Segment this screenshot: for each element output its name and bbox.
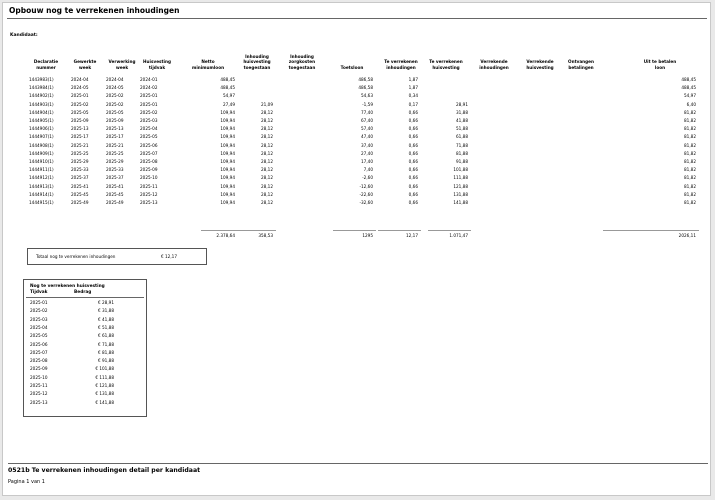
housing-amount: € 91,88 [98, 358, 114, 364]
table-cell: 1444909(1) [29, 150, 54, 156]
table-cell: 109,94 [220, 126, 235, 132]
table-cell: 2024-04 [106, 77, 124, 82]
table-cell: -22,60 [359, 191, 373, 197]
table-cell: 2025-17 [106, 134, 124, 140]
table-cell: 7,40 [363, 167, 373, 173]
table-cell: 2025-25 [106, 150, 124, 156]
table-cell: 2025-01 [140, 101, 158, 107]
table-cell: 1444902(1) [29, 93, 54, 99]
table-cell: 2025-49 [71, 200, 89, 205]
column-header [23, 59, 69, 70]
housing-period: 2025-11 [30, 383, 48, 388]
table-cell: 2024-05 [106, 85, 124, 91]
table-cell: 109,94 [220, 109, 235, 115]
housing-period: 2025-06 [30, 341, 48, 347]
table-cell: 81,82 [684, 150, 696, 156]
table-cell: 54,63 [361, 93, 373, 99]
column-header-line: Verrekende [526, 59, 554, 65]
table-cell: 2025-05 [140, 134, 158, 140]
housing-amount: € 141,88 [95, 399, 114, 405]
housing-amount: € 111,88 [95, 374, 114, 380]
housing-period: 2025-12 [30, 391, 48, 397]
table-cell: 1444912(1) [29, 175, 54, 181]
table-cell: 2025-17 [71, 134, 89, 140]
table-cell: 488,45 [220, 77, 235, 82]
table-cell: 488,45 [220, 85, 235, 91]
table-cell: 81,82 [684, 159, 696, 164]
table-cell: 81,82 [684, 200, 696, 205]
housing-amount: € 31,88 [98, 308, 114, 314]
table-cell: 109,94 [220, 200, 235, 205]
table-cell: 2025-11 [140, 183, 158, 189]
column-header [377, 59, 425, 70]
column-header-line: huisvesting [243, 59, 271, 65]
table-cell: 28,12 [261, 183, 273, 189]
table-cell: 81,88 [456, 150, 468, 156]
table-cell: 0,34 [408, 93, 418, 99]
totals-cell: 358,53 [258, 233, 273, 238]
table-cell: 2025-09 [140, 167, 158, 173]
table-cell: 0,66 [408, 134, 418, 140]
table-cell: 1444914(1) [29, 191, 54, 197]
table-cell: 109,94 [220, 118, 235, 123]
table-cell: 28,12 [261, 118, 273, 123]
housing-amount: € 51,88 [98, 324, 114, 330]
table-cell: 2025-13 [140, 200, 158, 205]
table-cell: 0,66 [408, 126, 418, 132]
kandidaat-label: Kandidaat: [10, 33, 38, 38]
table-cell: 28,12 [261, 150, 273, 156]
table-cell: 1444910(1) [29, 159, 54, 164]
column-header [67, 59, 103, 70]
table-cell: 54,97 [223, 93, 235, 99]
table-cell: 2025-49 [106, 200, 124, 205]
table-cell: 486,58 [358, 77, 373, 82]
table-cell: 41,88 [456, 118, 468, 123]
table-cell: 81,82 [684, 183, 696, 189]
table-cell: 2025-21 [71, 142, 89, 148]
footer-page-number: Pagina 1 van 1 [8, 479, 45, 485]
table-cell: 2025-02 [106, 93, 124, 99]
table-cell: 2025-09 [71, 118, 89, 123]
totals-rule [603, 230, 699, 231]
table-cell: 2025-03 [140, 118, 158, 123]
table-cell: -1,59 [362, 101, 373, 107]
table-cell: 2025-10 [140, 175, 158, 181]
totals-cell: 1.071,47 [449, 233, 468, 238]
table-cell: 81,82 [684, 167, 696, 173]
table-cell: 111,88 [453, 175, 468, 181]
housing-period: 2025-09 [30, 366, 48, 372]
totals-cell: 1295 [362, 233, 373, 238]
table-cell: 101,88 [453, 167, 468, 173]
table-cell: 109,94 [220, 191, 235, 197]
table-cell: 2024-01 [140, 77, 158, 82]
table-cell: 81,82 [684, 175, 696, 181]
table-cell: 1,87 [408, 85, 418, 91]
table-cell: 2025-21 [106, 142, 124, 148]
table-cell: 1444911(1) [29, 167, 54, 173]
column-header-line: nummer [36, 64, 56, 70]
housing-col-period: Tijdvak [30, 290, 48, 295]
table-cell: 28,12 [261, 175, 273, 181]
table-cell: 61,88 [456, 134, 468, 140]
table-cell: 0,17 [408, 101, 418, 107]
table-cell: 488,45 [681, 77, 696, 82]
column-header-line: Huisvesting [143, 59, 171, 65]
table-cell: 77,40 [361, 109, 373, 115]
table-cell: 1,87 [408, 77, 418, 82]
totals-cell: 12,17 [406, 233, 418, 238]
column-header-line: Toetsloon [340, 64, 364, 70]
totals-cell: 2026,11 [678, 233, 696, 238]
table-cell: 2025-05 [106, 109, 124, 115]
table-cell: 1444906(1) [29, 126, 54, 132]
table-cell: 2025-25 [71, 150, 89, 156]
column-header [136, 59, 178, 70]
column-header [184, 59, 232, 70]
column-header-line: betalingen [568, 64, 594, 70]
table-cell: 141,88 [453, 200, 468, 205]
housing-amount: € 81,88 [98, 349, 114, 355]
table-cell: 1444915(1) [29, 200, 54, 205]
table-cell: 51,88 [456, 126, 468, 132]
table-cell: 2024-05 [71, 85, 89, 91]
table-cell: 31,88 [456, 109, 468, 115]
totals-cell: 2.378,64 [216, 233, 235, 238]
table-cell: 2025-02 [140, 109, 158, 115]
summary-value: € 12,17 [161, 254, 177, 259]
totals-rule [428, 230, 471, 231]
column-header-line: Ontvangen [568, 59, 594, 65]
table-cell: 2025-29 [71, 159, 89, 164]
table-cell: 121,88 [453, 183, 468, 189]
table-cell: 28,91 [456, 101, 468, 107]
table-cell: 0,66 [408, 109, 418, 115]
table-cell: 109,94 [220, 167, 235, 173]
table-cell: 91,88 [456, 159, 468, 164]
column-header-line: zorgkosten [288, 59, 316, 65]
table-cell: 54,97 [684, 93, 696, 99]
totals-rule [378, 230, 421, 231]
column-header-line: Verwerking [108, 59, 136, 65]
table-cell: 28,12 [261, 200, 273, 205]
summary-box [27, 248, 207, 265]
table-cell: 2025-37 [106, 175, 124, 181]
table-cell: 2025-45 [106, 191, 124, 197]
table-cell: 2025-02 [71, 101, 89, 107]
report-page [2, 2, 711, 496]
table-cell: 81,82 [684, 126, 696, 132]
column-header [279, 54, 325, 70]
housing-amount: € 41,88 [98, 316, 114, 322]
table-cell: 2025-41 [106, 183, 124, 189]
column-header-line: huisvesting [526, 64, 554, 70]
footer-report-title: 0521b Te verrekenen inhoudingen detail per kandidaat [8, 467, 201, 474]
table-cell: 0,66 [408, 167, 418, 173]
housing-header-divider [26, 297, 144, 298]
column-header-line: Uit te betalen [643, 59, 677, 65]
housing-amount: € 71,88 [98, 341, 114, 347]
table-cell: 2025-09 [106, 118, 124, 123]
table-cell: 1444907(1) [29, 134, 54, 140]
column-header-line: huisvesting [432, 64, 460, 70]
table-cell: 28,12 [261, 191, 273, 197]
footer-divider [8, 463, 708, 464]
table-cell: 1444913(1) [29, 183, 54, 189]
table-cell: -12,60 [359, 183, 373, 189]
column-header [326, 65, 378, 70]
column-header [559, 59, 603, 70]
table-cell: -2,60 [362, 175, 373, 181]
table-cell: 2025-02 [106, 101, 124, 107]
housing-period: 2025-01 [30, 300, 48, 305]
table-cell: 109,94 [220, 183, 235, 189]
column-header-line: Netto [201, 59, 215, 65]
housing-period: 2025-05 [30, 333, 48, 339]
table-cell: 2024-02 [140, 85, 158, 91]
table-cell: 28,12 [261, 142, 273, 148]
column-header-line: Inhouding [245, 54, 269, 60]
table-cell: 2025-29 [106, 159, 124, 164]
table-cell: 0,66 [408, 200, 418, 205]
table-cell: 6,40 [686, 101, 696, 107]
table-cell: 0,66 [408, 159, 418, 164]
column-header-line: tijdvak [148, 64, 166, 70]
column-header-line: week [78, 64, 92, 70]
housing-period: 2025-13 [30, 399, 48, 405]
table-cell: 28,12 [261, 126, 273, 132]
table-cell: 2025-04 [140, 126, 158, 132]
table-cell: 81,82 [684, 109, 696, 115]
table-cell: 81,82 [684, 134, 696, 140]
report-title: Opbouw nog te verrekenen inhoudingen [9, 6, 180, 15]
table-cell: 21,09 [261, 101, 273, 107]
column-header-line: inhoudingen [479, 64, 509, 70]
table-cell: 1444908(1) [29, 142, 54, 148]
table-cell: 2025-05 [71, 109, 89, 115]
table-cell: 2025-06 [140, 142, 158, 148]
table-cell: 28,12 [261, 159, 273, 164]
totals-rule [233, 230, 276, 231]
table-cell: 17,40 [361, 159, 373, 164]
housing-amount: € 131,88 [95, 391, 114, 397]
table-cell: 131,88 [453, 191, 468, 197]
table-cell: 2025-13 [106, 126, 124, 132]
table-cell: 81,82 [684, 142, 696, 148]
table-cell: 2025-33 [71, 167, 89, 173]
housing-col-amount: Bedrag [74, 290, 92, 295]
table-cell: 1443983(1) [29, 77, 54, 82]
table-cell: 0,66 [408, 175, 418, 181]
housing-period: 2025-04 [30, 324, 48, 330]
housing-box [23, 279, 147, 417]
table-cell: 0,66 [408, 142, 418, 148]
column-header-line: week [115, 64, 129, 70]
table-cell: 2025-37 [71, 175, 89, 181]
column-header [619, 59, 701, 70]
housing-period: 2025-08 [30, 358, 48, 364]
table-cell: 109,94 [220, 134, 235, 140]
table-cell: 109,94 [220, 150, 235, 156]
table-cell: 0,66 [408, 183, 418, 189]
table-cell: 2025-08 [140, 159, 158, 164]
table-cell: 109,94 [220, 142, 235, 148]
column-header-line: inhoudingen [386, 64, 416, 70]
table-cell: -32,60 [359, 200, 373, 205]
table-cell: 1444904(1) [29, 109, 54, 115]
table-cell: 0,66 [408, 150, 418, 156]
column-header [421, 59, 471, 70]
column-header-line: Te verrekenen [429, 59, 463, 65]
table-cell: 2025-07 [140, 150, 158, 156]
summary-label: Totaal nog te verrekenen inhoudingen [36, 254, 116, 259]
table-cell: 27,40 [361, 150, 373, 156]
table-cell: 71,88 [456, 142, 468, 148]
table-cell: 109,94 [220, 159, 235, 164]
totals-rule [333, 230, 376, 231]
table-cell: 2025-01 [71, 93, 89, 99]
table-cell: 488,45 [681, 85, 696, 91]
table-cell: 81,82 [684, 118, 696, 123]
table-cell: 2025-12 [140, 191, 158, 197]
table-cell: 1444905(1) [29, 118, 54, 123]
housing-amount: € 121,88 [95, 383, 114, 388]
table-cell: 67,40 [361, 118, 373, 123]
table-cell: 0,66 [408, 118, 418, 123]
table-cell: 109,94 [220, 175, 235, 181]
housing-amount: € 28,91 [98, 300, 114, 305]
housing-period: 2025-03 [30, 316, 48, 322]
table-cell: 2025-01 [140, 93, 158, 99]
table-cell: 27,49 [223, 101, 235, 107]
table-cell: 0,66 [408, 191, 418, 197]
table-cell: 28,12 [261, 134, 273, 140]
column-header-line: Verrekende [480, 59, 508, 65]
table-cell: 28,12 [261, 109, 273, 115]
title-divider [7, 18, 707, 19]
table-cell: 81,82 [684, 191, 696, 197]
housing-period: 2025-07 [30, 349, 48, 355]
column-header-line: Declaratie [33, 59, 59, 65]
column-header-line: toegestaan [288, 64, 316, 70]
table-cell: 1443984(1) [29, 85, 54, 91]
table-cell: 486,58 [358, 85, 373, 91]
column-header [469, 59, 519, 70]
column-header-line: minimumloon [191, 64, 225, 70]
table-cell: 2025-41 [71, 183, 89, 189]
column-header-line: Gewerkte [73, 59, 97, 65]
column-header-line: loon [654, 64, 666, 70]
table-cell: 47,40 [361, 134, 373, 140]
column-header-line: toegestaan [243, 64, 271, 70]
table-cell: 1444903(1) [29, 101, 54, 107]
table-cell: 2025-13 [71, 126, 89, 132]
table-cell: 2025-45 [71, 191, 89, 197]
housing-period: 2025-02 [30, 308, 48, 314]
column-header [235, 54, 279, 70]
housing-amount: € 61,88 [98, 333, 114, 339]
column-header-line: Inhouding [290, 54, 314, 60]
table-cell: 2024-04 [71, 77, 89, 82]
table-cell: 37,40 [361, 142, 373, 148]
housing-period: 2025-10 [30, 374, 48, 380]
table-cell: 28,12 [261, 167, 273, 173]
column-header-line: Te verrekenen [384, 59, 418, 65]
table-cell: 57,40 [361, 126, 373, 132]
housing-title: Nog te verrekenen huisvesting [30, 284, 105, 289]
housing-amount: € 101,88 [95, 366, 114, 372]
table-cell: 2025-33 [106, 167, 124, 173]
